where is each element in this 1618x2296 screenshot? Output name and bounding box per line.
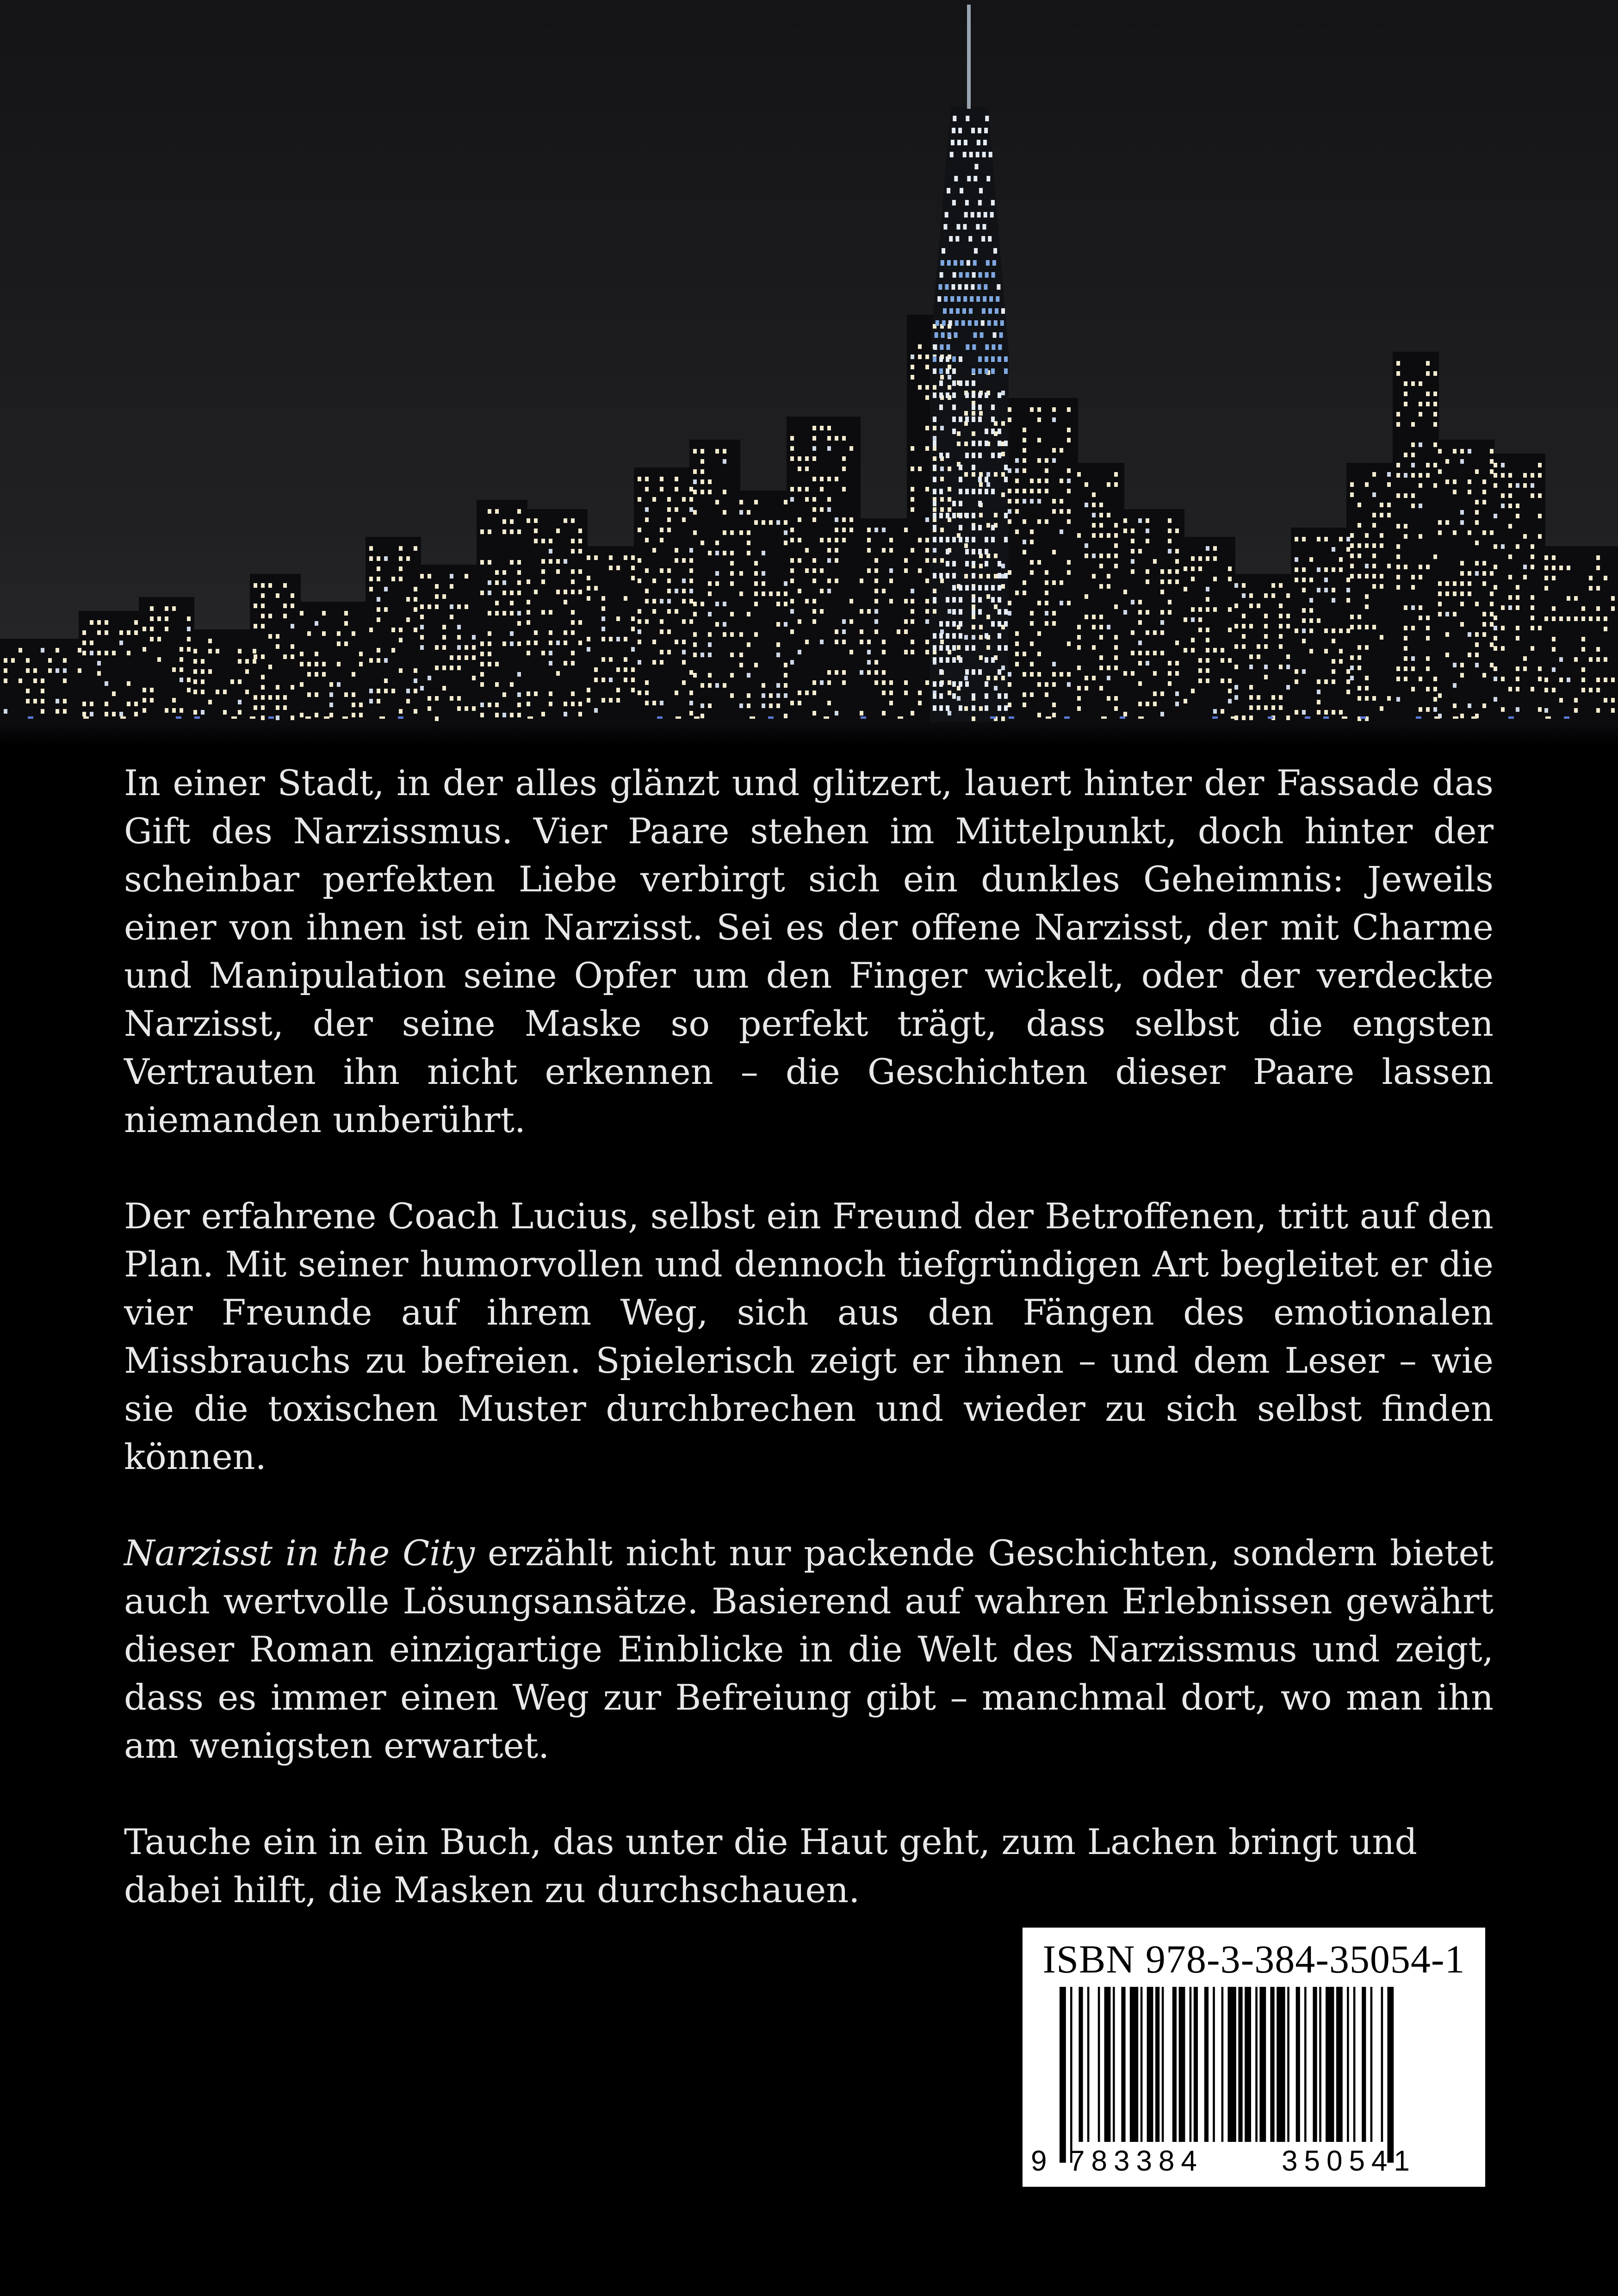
barcode-bar [1113,1987,1115,2142]
building [190,629,259,722]
building [1291,528,1351,722]
building [79,611,143,722]
barcode-bar [1227,1987,1236,2142]
book-title-italic: Narzisst in the City [124,1532,475,1574]
blurb-text [124,759,1494,1914]
building [1231,574,1296,722]
isbn-barcode [1023,1928,1485,2187]
barcode-bar [1287,1987,1289,2142]
building [1120,509,1184,722]
barcode-digit-first: 9 [1031,2145,1047,2177]
building [1346,463,1397,722]
building [523,509,588,722]
barcode-bar [1255,1987,1258,2142]
barcode-bar [1130,1987,1138,2142]
blurb-paragraph-3-text: erzählt nicht nur packende Geschichten, sondern bietet auch wertvolle Lösungsansätze. Basierend auf wahren Erlebnissen gewährt dieser Roman einzigartige Einblicke in die Welt des Narzissmus und zeigt, dass es immer einen Weg zur Befreiung gibt – manchmal dort, wo man ihn am wenigsten erwartet. [124,1532,1494,1766]
barcode-bar [1147,1987,1153,2142]
barcode-bar [1190,1987,1192,2142]
barcode-bar [1336,1987,1343,2142]
barcode-bar [1259,1987,1266,2142]
barcode-bar [1362,1987,1366,2142]
barcode-digits-left: 783384 [1069,2145,1203,2177]
isbn-label: ISBN 978-3-384-35054-1 [1042,1937,1465,1981]
barcode-bar [1353,1987,1356,2142]
barcode-bar [1387,1987,1394,2163]
barcode-bar [1319,1987,1321,2142]
barcode-bar [1162,1987,1164,2142]
building [583,546,639,722]
barcode-bar [1104,1987,1111,2142]
building [139,597,194,722]
barcode-bar [1179,1987,1185,2142]
blurb-paragraph-1: In einer Stadt, in der alles glänzt und glitzert, lauert hinter der Fassade das Gift des Narzissmus. Vier Paare stehen im Mittelpunkt, doch hinter der scheinbar perfekten Liebe verbirgt sich ein dunkles Geheimnis: Jeweils einer von ihnen ist ein Narzisst. Sei es der offene Narzisst, der mit Charme und Manipulation seine Opfer um den Finger wickelt, oder der verdeckte Narzisst, der seine Maske so perfekt trägt, dass selbst die engsten Vertrauten ihn nicht erkennen – die Geschichten dieser Paare lassen niemanden unberührt. [124,762,1494,1140]
blurb-paragraph-4: Tauche ein in ein Buch, das unter die Haut geht, zum Lachen bringt und dabei hilft, die Masken zu durchschauen. [124,1821,1418,1910]
building [1073,463,1124,722]
barcode-bar [1277,1987,1285,2142]
barcode-bar [1172,1987,1177,2142]
barcode-bar [1296,1987,1300,2142]
barcode-bar [1070,1987,1072,2163]
barcode-bar [1270,1987,1274,2142]
blurb-paragraph-3 [124,1529,1494,1770]
barcode-bar [1238,1987,1242,2142]
barcode-bar [1213,1987,1215,2142]
barcode-digits-right: 350541 [1282,2145,1416,2177]
barcode-bar [1326,1987,1334,2142]
barcode-bar [1121,1987,1125,2142]
barcode-bar [1304,1987,1307,2142]
barcode-bar [1204,1987,1209,2142]
barcode-bar [1141,1987,1143,2142]
barcode-bar [1245,1987,1251,2142]
barcode-bar [1098,1987,1100,2142]
barcode-bar [1221,1987,1224,2142]
barcode-bar [1079,1987,1083,2142]
blurb-paragraph-2: Der erfahrene Coach Lucius, selbst ein Freund der Betroffenen, tritt auf den Plan. Mit seiner humorvollen und dennoch tiefgründigen Art begleitet er die vier Freunde auf ihrem Weg, sich aus den Fängen des emotionalen Missbrauchs zu befreien. Spielerisch zeigt er ihnen – und dem Leser – wie sie die toxischen Muster durchbrechen und wieder zu sich selbst finden können. [124,1195,1494,1477]
building [1541,546,1618,722]
barcode-bars [1041,1987,1467,2163]
building [416,565,481,722]
barcode-bar [1381,1987,1383,2142]
city-skyline-photo [0,0,1618,745]
barcode-bar [1370,1987,1373,2142]
building [689,440,740,722]
barcode-bar [1194,1987,1198,2142]
skyline-illustration [0,0,1618,745]
barcode-bar [1155,1987,1159,2142]
tower-spire [967,5,971,109]
barcode-bar [1087,1987,1090,2142]
barcode-bar [1347,1987,1349,2142]
barcode-bar [1060,1987,1066,2163]
barcode-bar [1313,1987,1317,2142]
